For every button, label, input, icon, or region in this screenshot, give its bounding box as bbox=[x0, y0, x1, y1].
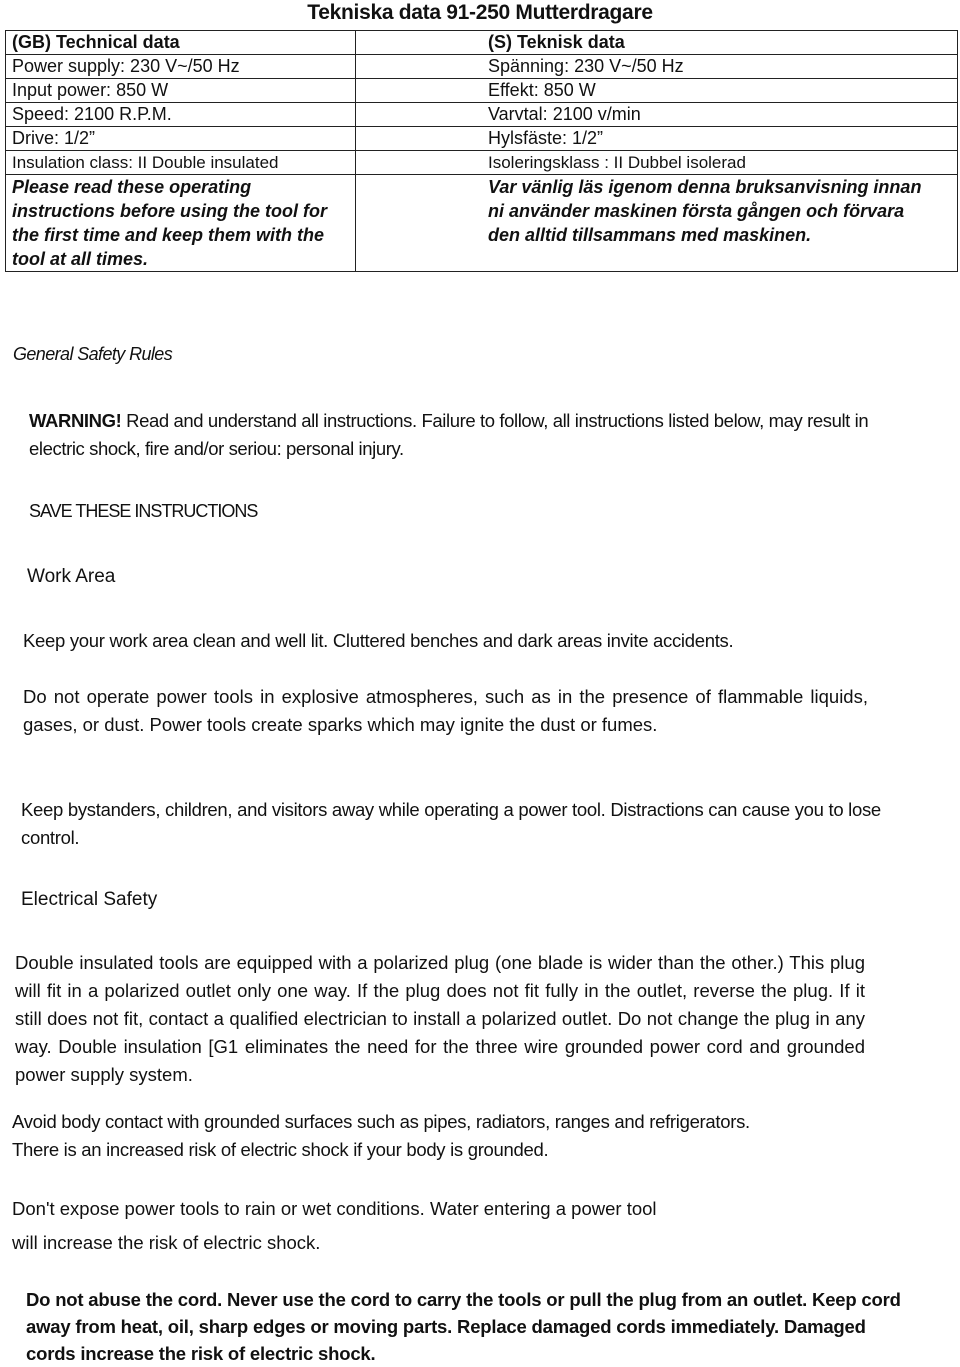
general-safety-heading: General Safety Rules bbox=[13, 344, 173, 364]
table-row bbox=[6, 151, 958, 175]
spec-en-cell: Input power: 850 W bbox=[6, 79, 356, 103]
note-en: Please read these operating instructions before using the tool for the first time and keep them with the tool at all times. bbox=[6, 175, 356, 272]
electrical-safety-heading: Electrical Safety bbox=[21, 889, 158, 910]
warning-text: Read and understand all instructions. Failure to follow, all instructions listed below, may result in electric shock, fire and/or seriou: personal injury. bbox=[29, 410, 869, 459]
work-area-p2: Do not operate power tools in explosive atmospheres, such as in the presence of flammable liquids, gases, or dust. Power tools create sparks which may ignite the dust or fumes. bbox=[23, 686, 868, 735]
table-row bbox=[6, 31, 958, 55]
table-row bbox=[6, 127, 958, 151]
spec-en-cell: Insulation class: II Double insulated bbox=[6, 151, 356, 175]
spec-sv-cell: Hylsfäste: 1/2” bbox=[356, 127, 958, 151]
spec-sv-header: (S) Teknisk data bbox=[356, 31, 958, 55]
warning-label: WARNING! bbox=[29, 410, 122, 431]
table-row bbox=[6, 79, 958, 103]
electrical-p2: Avoid body contact with grounded surfaces such as pipes, radiators, ranges and refrigerators. There is an increased risk of electric shock if your body is grounded. bbox=[12, 1111, 750, 1160]
note-sv: Var vänlig läs igenom denna bruksanvisning innan ni använder maskinen första gången och förvara den alltid tillsammans med maskinen. bbox=[356, 175, 958, 272]
save-instructions: SAVE THESE INSTRUCTIONS bbox=[29, 501, 258, 521]
spec-en-header: (GB) Technical data bbox=[6, 31, 356, 55]
table-row bbox=[6, 55, 958, 79]
spec-sv-cell: Spänning: 230 V~/50 Hz bbox=[356, 55, 958, 79]
electrical-p4-cord-warning: Do not abuse the cord. Never use the cord to carry the tools or pull the plug from an outlet. Keep cord away from heat, oil, sharp edges or moving parts. Replace damaged cords immediately. Damaged cords increase the risk of electric shock. bbox=[26, 1289, 901, 1364]
work-area-heading: Work Area bbox=[27, 566, 116, 587]
table-row bbox=[6, 103, 958, 127]
work-area-p1: Keep your work area clean and well lit. Cluttered benches and dark areas invite accidents. bbox=[23, 630, 734, 651]
spec-table bbox=[5, 30, 958, 272]
spec-sv-cell: Varvtal: 2100 v/min bbox=[356, 103, 958, 127]
warning-paragraph bbox=[29, 407, 909, 463]
table-row bbox=[6, 175, 958, 272]
spec-en-cell: Power supply: 230 V~/50 Hz bbox=[6, 55, 356, 79]
spec-sv-cell: Effekt: 850 W bbox=[356, 79, 958, 103]
page-title: Tekniska data 91-250 Mutterdragare bbox=[307, 1, 653, 24]
work-area-p3: Keep bystanders, children, and visitors away while operating a power tool. Distractions can cause you to lose control. bbox=[21, 799, 881, 848]
spec-en-cell: Drive: 1/2” bbox=[6, 127, 356, 151]
electrical-p1: Double insulated tools are equipped with a polarized plug (one blade is wider than the other.) This plug will fit in a polarized outlet only one way. If the plug does not fit fully in the outlet, reverse the plug. If it still does not fit, contact a qualified electrician to install a polarized outlet. Do not change the plug in any way. Double insulation [G1 eliminates the need for the three wire grounded power cord and grounded power supply system. bbox=[15, 952, 865, 1085]
electrical-p3: Don't expose power tools to rain or wet conditions. Water entering a power tool will increase the risk of electric shock. bbox=[12, 1198, 657, 1253]
spec-en-cell: Speed: 2100 R.P.M. bbox=[6, 103, 356, 127]
spec-sv-cell: Isoleringsklass : II Dubbel isolerad bbox=[356, 151, 958, 175]
